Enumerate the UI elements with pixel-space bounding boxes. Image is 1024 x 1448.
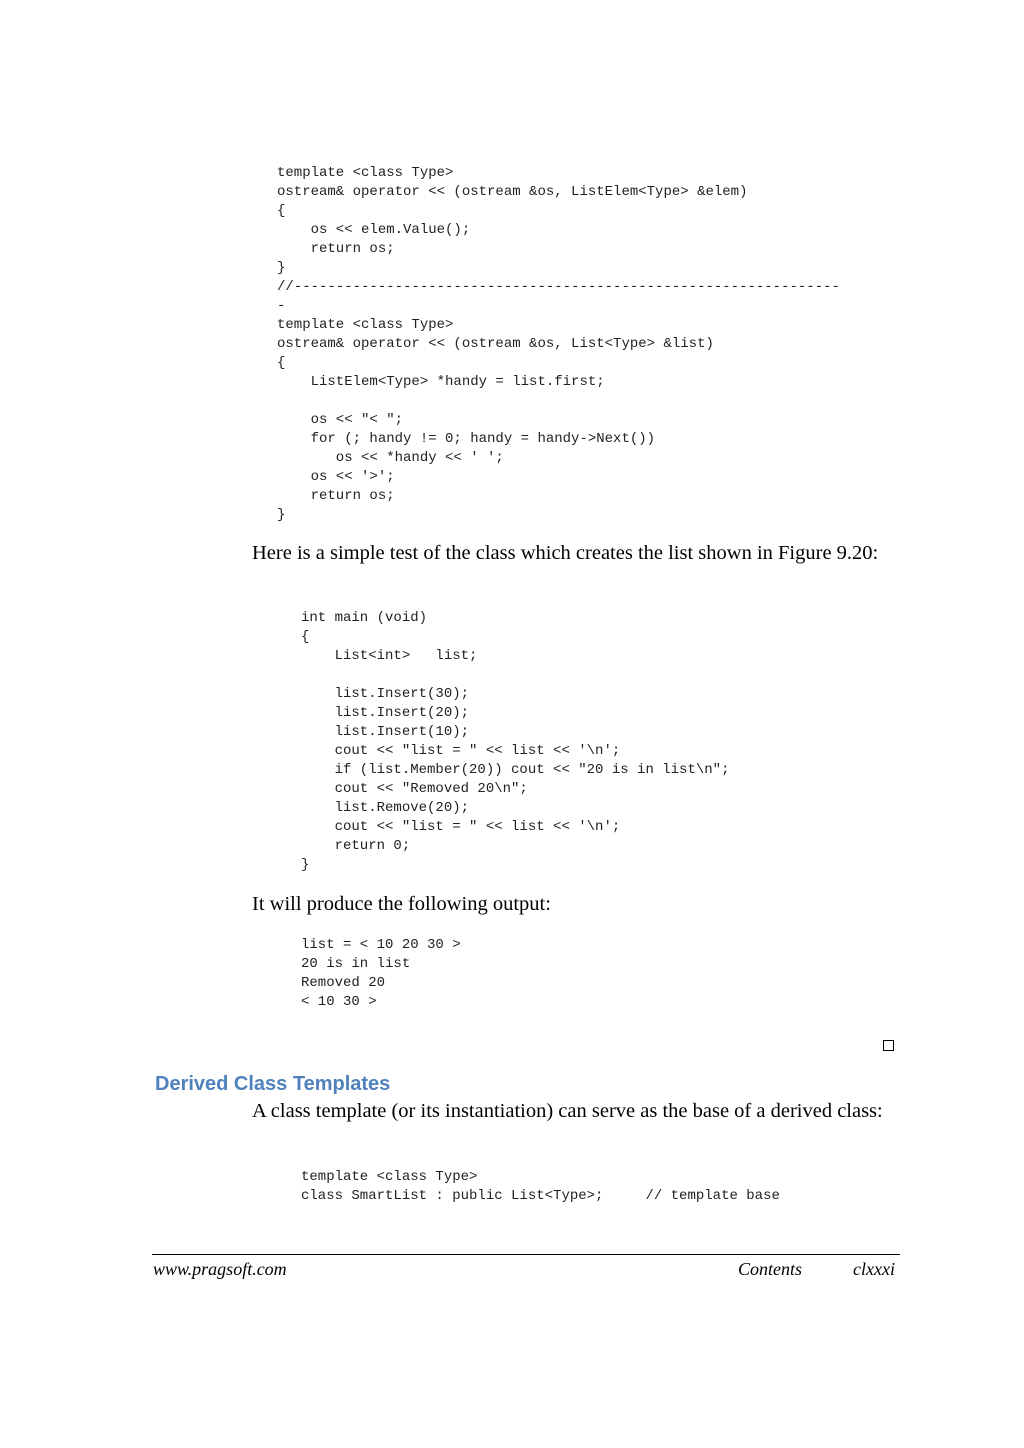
code-line: os << *handy << ' '; [277, 450, 504, 466]
code-line: os << "< "; [277, 412, 404, 428]
paragraph-derived-intro: A class template (or its instantiation) can serve as the base of a derived class: [252, 1100, 883, 1122]
code-line: if (list.Member(20)) cout << "20 is in list\n"; [301, 762, 730, 778]
code-line: list.Remove(20); [301, 800, 470, 816]
code-line: os << elem.Value(); [277, 222, 471, 238]
paragraph-output-intro: It will produce the following output: [252, 893, 551, 915]
code-line: template <class Type> [277, 165, 454, 181]
code-line: ostream& operator << (ostream &os, ListElem<Type> &elem) [277, 184, 748, 200]
code-line: for (; handy != 0; handy = handy->Next()) [277, 431, 656, 447]
code-line: list.Insert(10); [301, 724, 470, 740]
code-line: 20 is in list [301, 956, 411, 972]
code-block-main-test [301, 609, 729, 875]
code-line: //----------------------------------------------------------------- [277, 279, 840, 295]
footer-contents-label: Contents [738, 1259, 803, 1279]
code-line: - [277, 298, 286, 314]
code-line: cout << "list = " << list << '\n'; [301, 743, 621, 759]
code-line: { [277, 203, 286, 219]
paragraph-test-intro: Here is a simple test of the class which creates the list shown in Figure 9.20: [252, 542, 879, 564]
code-line: cout << "list = " << list << '\n'; [301, 819, 621, 835]
code-line: ListElem<Type> *handy = list.first; [277, 374, 605, 390]
code-block-derived-template [301, 1168, 780, 1206]
code-line: } [301, 857, 310, 873]
code-line: { [277, 355, 286, 371]
code-line: class SmartList : public List<Type>; // template base [301, 1188, 780, 1204]
code-line: int main (void) [301, 610, 428, 626]
code-line: list.Insert(30); [301, 686, 470, 702]
footer-website: www.pragsoft.com [153, 1259, 287, 1279]
code-block-operator-overloads [277, 164, 840, 525]
code-line: } [277, 260, 286, 276]
code-line: ostream& operator << (ostream &os, List<Type> &list) [277, 336, 714, 352]
code-line: < 10 30 > [301, 994, 377, 1010]
code-line: Removed 20 [301, 975, 386, 991]
footer-divider [152, 1254, 900, 1255]
code-line: List<int> list; [301, 648, 478, 664]
section-heading: Derived Class Templates [155, 1073, 391, 1095]
footer-page-number: clxxxi [853, 1259, 895, 1279]
code-line: list.Insert(20); [301, 705, 470, 721]
code-line: return 0; [301, 838, 411, 854]
code-line: list = < 10 20 30 > [301, 937, 461, 953]
code-line: template <class Type> [301, 1169, 478, 1185]
code-line: template <class Type> [277, 317, 454, 333]
code-line: return os; [277, 241, 395, 257]
code-block-program-output [301, 936, 461, 1012]
code-line: cout << "Removed 20\n"; [301, 781, 528, 797]
code-line: { [301, 629, 310, 645]
code-line: } [277, 507, 286, 523]
code-line: return os; [277, 488, 395, 504]
end-of-example-box-icon [883, 1040, 894, 1051]
code-line: os << '>'; [277, 469, 395, 485]
